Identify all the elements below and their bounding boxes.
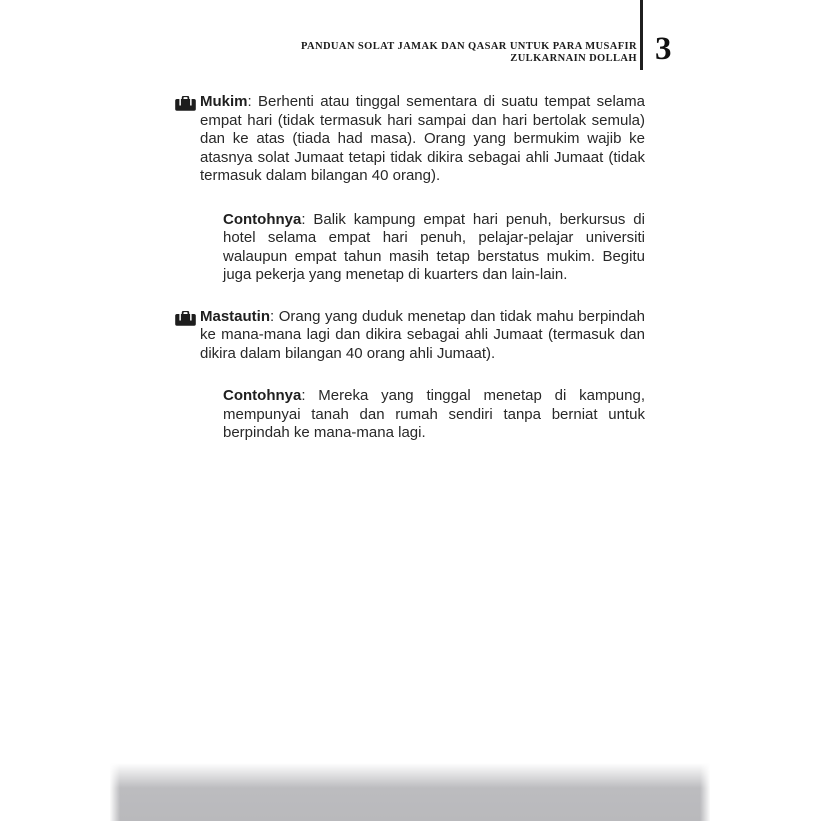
header-divider-rule (640, 0, 643, 70)
briefcase-icon (175, 311, 196, 326)
author-name: ZULKARNAIN DOLLAH (510, 52, 637, 64)
running-head (301, 41, 637, 64)
definition-item-mastautin (175, 308, 645, 364)
definition-body: : Berhenti atau tinggal sementara di suatu tempat selama empat hari (tidak termasuk hari sampai dan hari bertolak semula) dan ke atas (tiada had masa). Orang yang bermukim wajib ke atasnya solat Jumaat tetapi tidak dikira sebagai ahli Jumaat (tidak termasuk dalam bilangan 40 orang). (200, 93, 645, 184)
example-body: : Mereka yang tinggal menetap di kampung, mempunyai tanah dan rumah sendiri tanpa berniat untuk berpindah ke mana-mana lagi. (223, 387, 645, 441)
briefcase-icon (175, 96, 196, 111)
example-paragraph (223, 387, 645, 443)
example-label: Contohnya (223, 387, 302, 404)
page-content (175, 88, 645, 443)
band-right-fade (700, 758, 710, 821)
definition-term: Mukim (200, 93, 248, 110)
bottom-scan-shadow-band (110, 758, 710, 821)
definition-paragraph (200, 93, 645, 186)
definition-paragraph (200, 308, 645, 364)
band-left-fade (110, 758, 120, 821)
book-title: PANDUAN SOLAT JAMAK DAN QASAR UNTUK PARA MUSAFIR (300, 41, 637, 52)
definition-body: : Orang yang duduk menetap dan tidak mahu berpindah ke mana-mana lagi dan dikira sebagai ahli Jumaat (termasuk dan dikira dalam bilangan 40 orang ahli Jumaat). (200, 307, 645, 362)
example-block-mastautin (223, 387, 645, 443)
example-paragraph (223, 211, 645, 285)
definition-term: Mastautin (200, 307, 271, 325)
definition-item-mukim (175, 93, 645, 186)
example-label: Contohnya (223, 210, 302, 228)
page-number: 3 (655, 31, 672, 67)
example-body: : Balik kampung empat hari penuh, berkursus di hotel selama empat hari penuh, pelajar-pelajar universiti walaupun empat tahun masih tetap berstatus mukim. Begitu juga pekerja yang menetap di kuarters dan lain-lain. (223, 210, 645, 283)
example-block-mukim (223, 211, 645, 285)
